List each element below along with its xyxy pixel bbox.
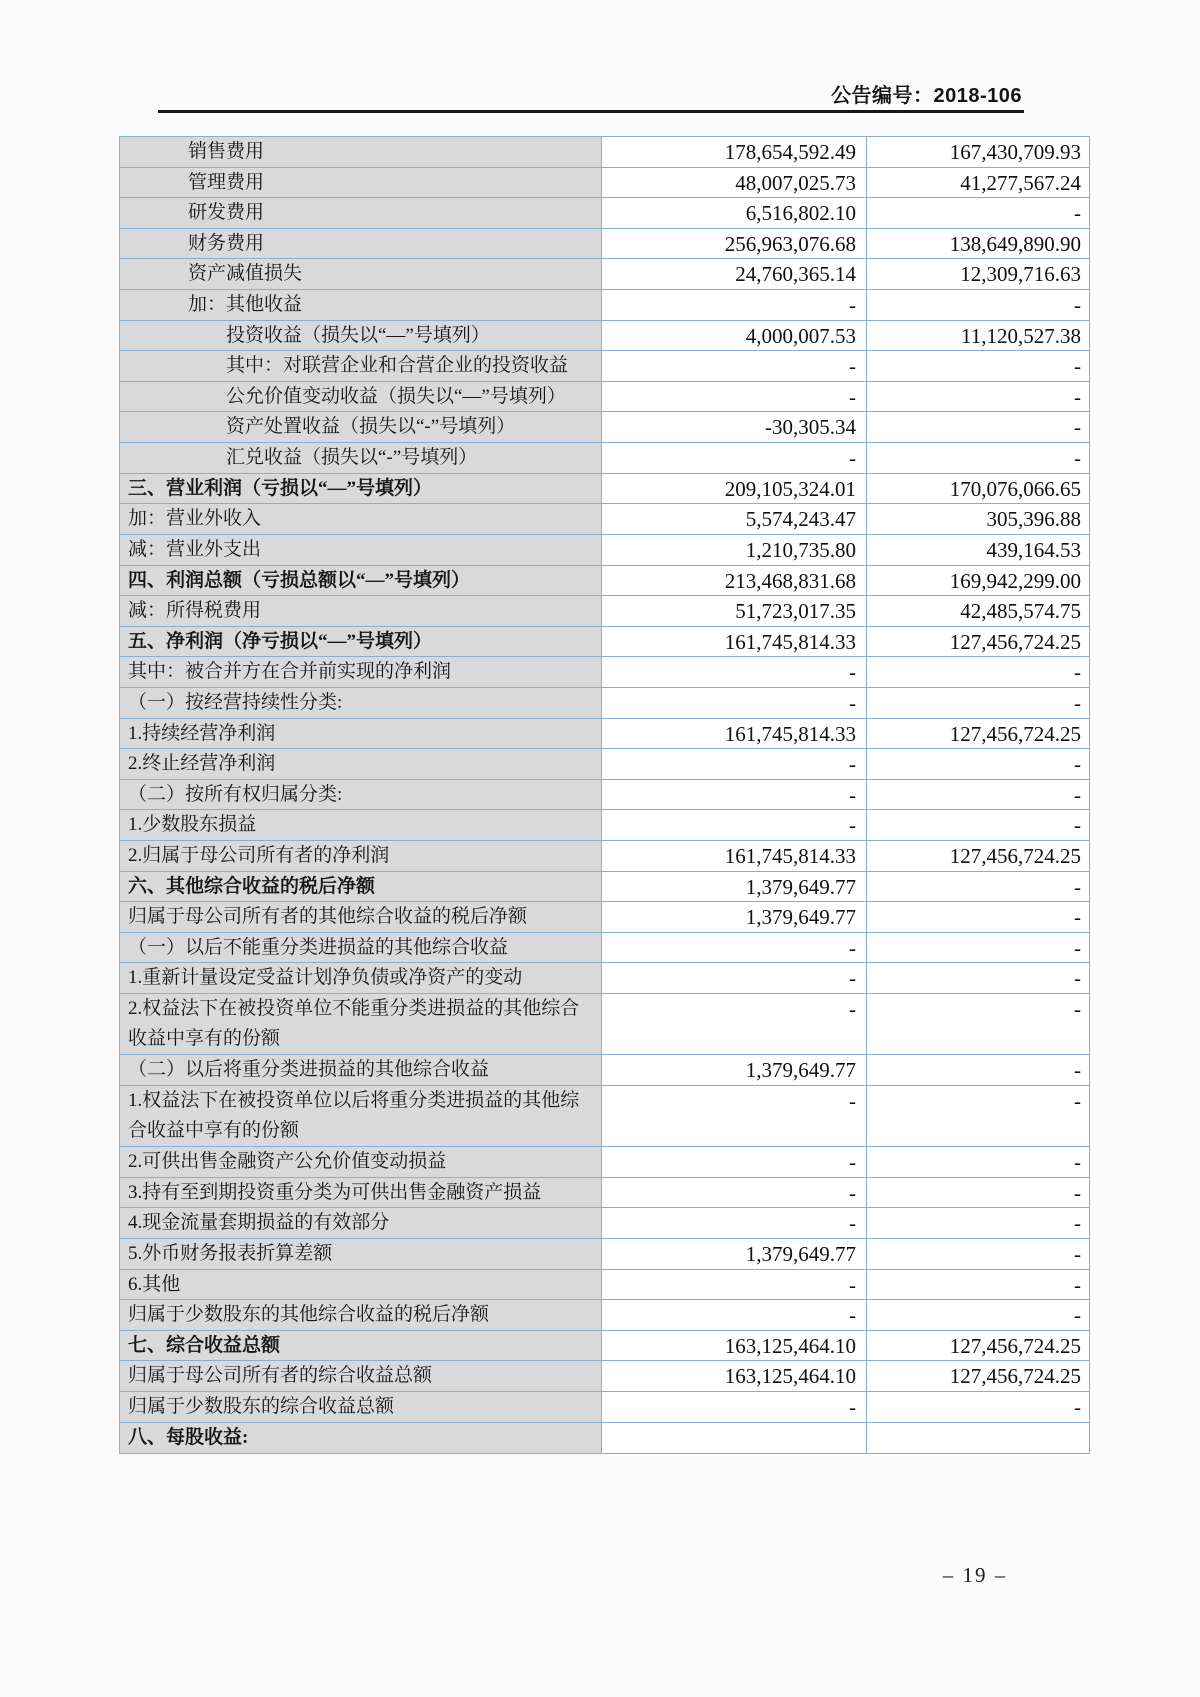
table-row [120,1392,1089,1423]
current-period-value-cell: 5,574,243.47 [602,504,867,534]
prior-period-value-cell: 41,277,567.24 [960,170,1081,195]
prior-period-value-cell: 138,649,890.90 [949,231,1081,256]
prior-period-value-cell: - [1074,966,1081,991]
row-label-cell: 七、综合收益总额 [120,1331,602,1361]
current-period-value-cell: 48,007,025.73 [602,168,867,198]
prior-period-value-cell: - [1074,690,1081,715]
current-period-value-cell: - [602,1392,867,1422]
table-row [120,566,1089,597]
prior-period-value-cell: - [1074,1058,1081,1083]
row-label-cell: （一）按经营持续性分类: [120,688,602,718]
table-row [120,535,1089,566]
current-period-value-cell: 161,745,814.33 [602,841,867,871]
current-period-value-cell: - [602,1147,867,1177]
row-label-cell: 归属于少数股东的综合收益总额 [120,1392,602,1422]
prior-period-value-cell: 42,485,574.75 [960,599,1081,624]
prior-period-value-cell: 11,120,527.38 [961,323,1081,348]
prior-period-value-cell: 127,456,724.25 [949,1333,1081,1358]
row-label-cell: 汇兑收益（损失以“-”号填列） [120,443,602,473]
prior-period-value-cell: 167,430,709.93 [949,140,1081,164]
current-period-value-cell: 209,105,324.01 [602,474,867,504]
row-label-cell: 六、其他综合收益的税后净额 [120,872,602,902]
announcement-number: 公告编号：2018-106 [830,85,1022,107]
row-label-cell: 1.少数股东损益 [120,810,602,840]
prior-period-value-cell: 305,396.88 [986,507,1081,532]
current-period-value-cell: 163,125,464.10 [602,1361,867,1391]
row-label-cell: 归属于少数股东的其他综合收益的税后净额 [120,1300,602,1330]
current-period-value-cell: 4,000,007.53 [602,321,867,351]
table-row [120,1331,1089,1362]
table-row [120,1147,1089,1178]
current-period-value-cell: - [602,290,867,320]
table-row [120,382,1089,413]
prior-period-value-cell: - [1074,384,1081,409]
row-label-cell: 归属于母公司所有者的综合收益总额 [120,1361,602,1391]
prior-period-value-cell [867,1423,1089,1454]
current-period-value-cell: 1,379,649.77 [602,872,867,902]
row-label-cell: 八、每股收益: [120,1423,602,1454]
prior-period-value-cell: - [1074,1150,1081,1175]
prior-period-value-cell: 12,309,716.63 [960,262,1081,287]
current-period-value-cell: 161,745,814.33 [602,627,867,657]
current-period-value-cell [602,1423,867,1454]
table-row [120,627,1089,658]
table-row [120,963,1089,994]
row-label-cell: 1.持续经营净利润 [120,719,602,749]
row-label-cell: 五、净利润（净亏损以“—”号填列） [120,627,602,657]
row-label-cell: 加：其他收益 [120,290,602,320]
prior-period-value-cell: 439,164.53 [986,537,1081,562]
table-row [120,841,1089,872]
table-row [120,1239,1089,1270]
table-row [120,1300,1089,1331]
current-period-value-cell: - [602,1270,867,1300]
prior-period-value-cell: - [1074,660,1081,685]
row-label-cell: 6.其他 [120,1270,602,1300]
table-row [120,198,1089,229]
current-period-value-cell: - [602,1178,867,1208]
row-label-cell: 其中：被合并方在合并前实现的净利润 [120,657,602,687]
prior-period-value-cell: - [1074,1180,1081,1205]
prior-period-value-cell: - [1074,752,1081,777]
current-period-value-cell: 6,516,802.10 [602,198,867,228]
prior-period-value-cell: - [1074,1211,1081,1236]
table-row [120,443,1089,474]
table-row [120,1055,1089,1086]
current-period-value-cell: - [602,688,867,718]
row-label-cell: 2.可供出售金融资产公允价值变动损益 [120,1147,602,1177]
row-label-cell: 管理费用 [120,168,602,198]
prior-period-value-cell: - [1074,997,1081,1022]
current-period-value-cell: 161,745,814.33 [602,719,867,749]
row-label-cell: 归属于母公司所有者的其他综合收益的税后净额 [120,902,602,932]
current-period-value-cell: - [602,1086,867,1146]
row-label-cell: 2.归属于母公司所有者的净利润 [120,841,602,871]
table-row [120,872,1089,903]
row-label-cell: 减：营业外支出 [120,535,602,565]
current-period-value-cell: - [602,657,867,687]
current-period-value-cell: 213,468,831.68 [602,566,867,596]
current-period-value-cell: - [602,994,867,1054]
table-row [120,1361,1089,1392]
table-row [120,290,1089,321]
current-period-value-cell: 24,760,365.14 [602,259,867,289]
table-row [120,412,1089,443]
prior-period-value-cell: 127,456,724.25 [949,1364,1081,1389]
prior-period-value-cell: - [1074,293,1081,318]
prior-period-value-cell: - [1074,1088,1081,1113]
prior-period-value-cell: - [1074,1241,1081,1266]
row-label-cell: （一）以后不能重分类进损益的其他综合收益 [120,933,602,963]
prior-period-value-cell: - [1074,782,1081,807]
current-period-value-cell: 1,379,649.77 [602,1055,867,1085]
prior-period-value-cell: 169,942,299.00 [949,568,1081,593]
current-period-value-cell: - [602,382,867,412]
current-period-value-cell: - [602,351,867,381]
row-label-cell: （二）以后将重分类进损益的其他综合收益 [120,1055,602,1085]
table-row [120,933,1089,964]
table-row [120,259,1089,290]
table-row [120,994,1089,1055]
current-period-value-cell: - [602,749,867,779]
table-row [120,137,1089,168]
table-row [120,749,1089,780]
table-row [120,229,1089,260]
current-period-value-cell: - [602,933,867,963]
table-row [120,1178,1089,1209]
current-period-value-cell: 256,963,076.68 [602,229,867,259]
table-row [120,168,1089,199]
prior-period-value-cell: 127,456,724.25 [949,844,1081,869]
row-label-cell: 公允价值变动收益（损失以“—”号填列） [120,382,602,412]
prior-period-value-cell: 170,076,066.65 [949,476,1081,501]
row-label-cell: 研发费用 [120,198,602,228]
row-label-cell: 财务费用 [120,229,602,259]
table-row [120,780,1089,811]
prior-period-value-cell: - [1074,935,1081,960]
table-row [120,1208,1089,1239]
prior-period-value-cell: - [1074,1272,1081,1297]
row-label-cell: 减：所得税费用 [120,596,602,626]
row-label-cell: 资产处置收益（损失以“-”号填列） [120,412,602,442]
row-label-cell: 5.外币财务报表折算差额 [120,1239,602,1269]
current-period-value-cell: - [602,1208,867,1238]
row-label-cell: 销售费用 [120,137,602,167]
page-number: – 19 – [942,1563,1008,1587]
row-label-cell: 投资收益（损失以“—”号填列） [120,321,602,351]
row-label-cell: 4.现金流量套期损益的有效部分 [120,1208,602,1238]
current-period-value-cell: - [602,780,867,810]
current-period-value-cell: - [602,1300,867,1330]
prior-period-value-cell: 127,456,724.25 [949,629,1081,654]
current-period-value-cell: 178,654,592.49 [602,137,867,167]
table-row [120,902,1089,933]
row-label-cell: 2.终止经营净利润 [120,749,602,779]
table-row [120,1270,1089,1301]
row-label-cell: 加：营业外收入 [120,504,602,534]
prior-period-value-cell: - [1074,813,1081,838]
current-period-value-cell: - [602,963,867,993]
current-period-value-cell: 1,210,735.80 [602,535,867,565]
table-row [120,1086,1089,1147]
row-label-cell: （二）按所有权归属分类: [120,780,602,810]
table-row [120,474,1089,505]
prior-period-value-cell: - [1074,1395,1081,1420]
row-label-cell: 2.权益法下在被投资单位不能重分类进损益的其他综合收益中享有的份额 [120,994,602,1054]
prior-period-value-cell: 127,456,724.25 [949,721,1081,746]
header-rule [158,110,1024,113]
prior-period-value-cell: - [1074,415,1081,440]
table-row [120,321,1089,352]
current-period-value-cell: - [602,443,867,473]
table-row [120,351,1089,382]
prior-period-value-cell: - [1074,905,1081,930]
current-period-value-cell: 1,379,649.77 [602,1239,867,1269]
prior-period-value-cell: - [1074,1303,1081,1328]
table-row [120,719,1089,750]
table-row [120,688,1089,719]
table-row [120,657,1089,688]
row-label-cell: 1.权益法下在被投资单位以后将重分类进损益的其他综合收益中享有的份额 [120,1086,602,1146]
table-row [120,504,1089,535]
row-label-cell: 其中：对联营企业和合营企业的投资收益 [120,351,602,381]
row-label-cell: 资产减值损失 [120,259,602,289]
current-period-value-cell: 163,125,464.10 [602,1331,867,1361]
current-period-value-cell: - [602,810,867,840]
prior-period-value-cell: - [1074,354,1081,379]
row-label-cell: 四、利润总额（亏损总额以“—”号填列） [120,566,602,596]
prior-period-value-cell: - [1074,201,1081,226]
current-period-value-cell: -30,305.34 [602,412,867,442]
table-row [120,810,1089,841]
prior-period-value-cell: - [1074,874,1081,899]
table-row [120,596,1089,627]
row-label-cell: 3.持有至到期投资重分类为可供出售金融资产损益 [120,1178,602,1208]
income-statement-table [119,136,1090,1454]
table-row [120,1423,1089,1454]
row-label-cell: 1.重新计量设定受益计划净负债或净资产的变动 [120,963,602,993]
row-label-cell: 三、营业利润（亏损以“—”号填列） [120,474,602,504]
current-period-value-cell: 1,379,649.77 [602,902,867,932]
current-period-value-cell: 51,723,017.35 [602,596,867,626]
prior-period-value-cell: - [1074,446,1081,471]
